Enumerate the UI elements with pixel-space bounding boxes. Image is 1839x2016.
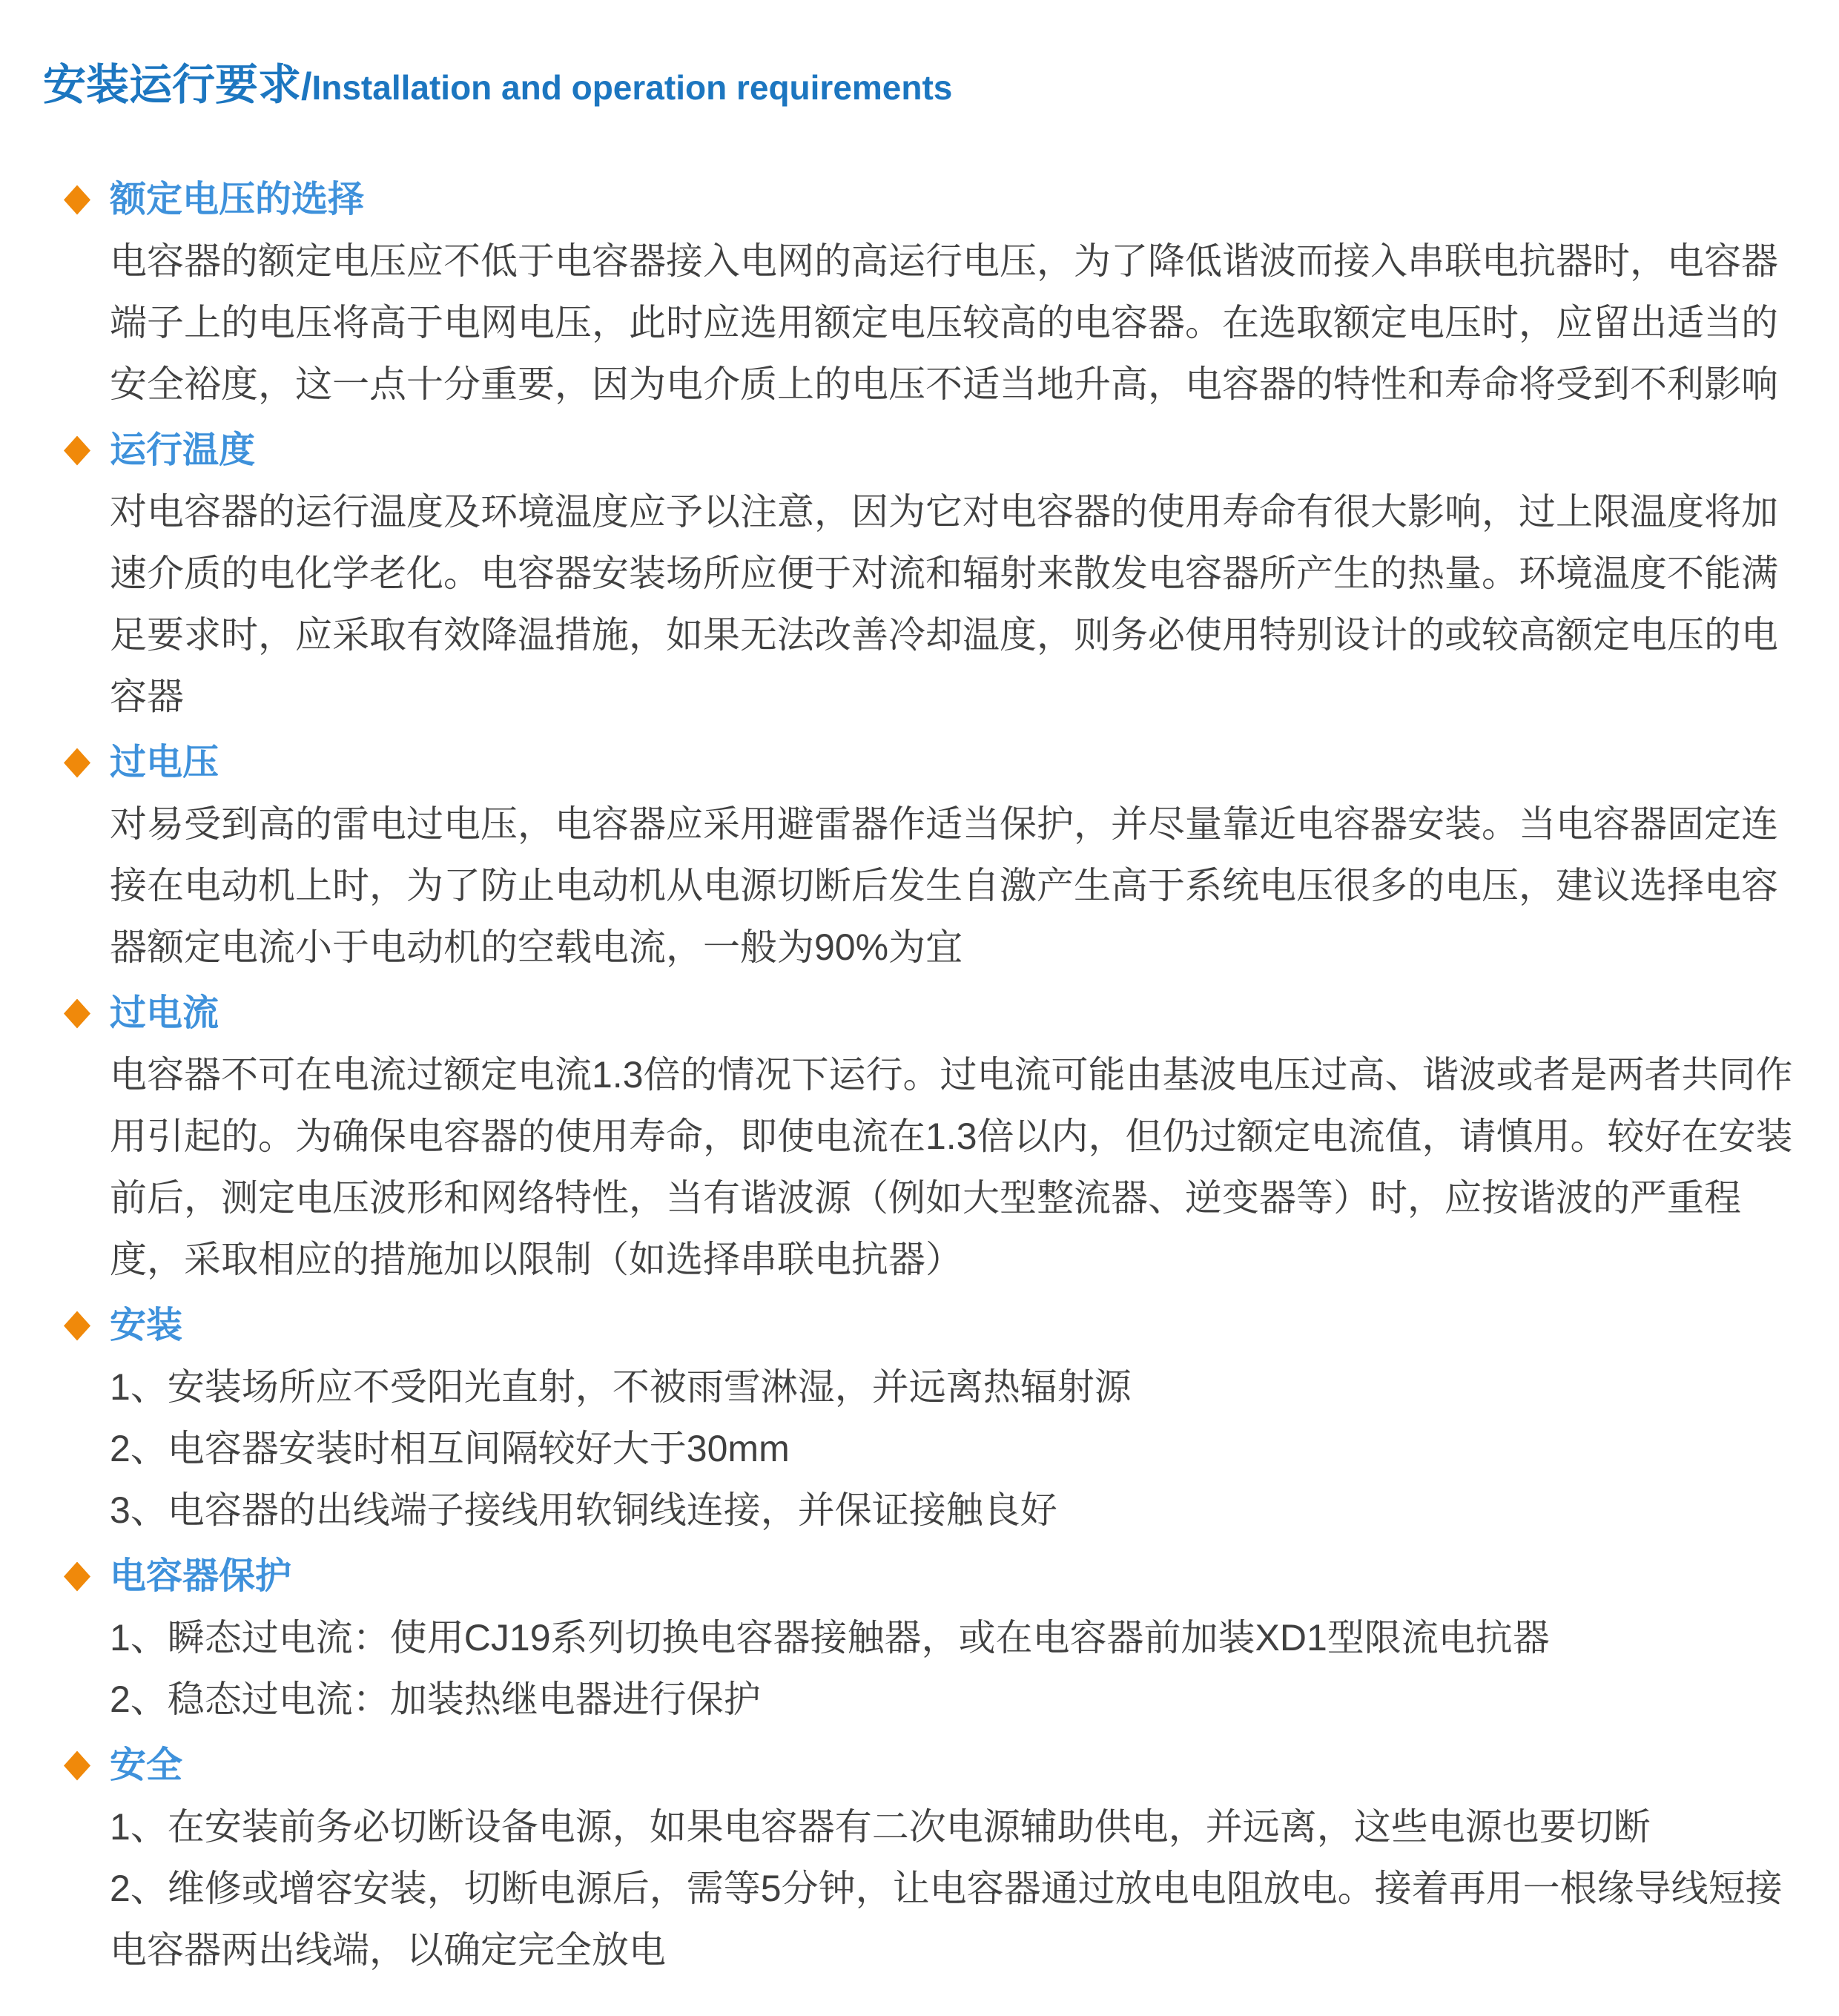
- section-heading: [64, 983, 1800, 1044]
- section-installation: [43, 1295, 1800, 1541]
- section-heading: [64, 1295, 1800, 1357]
- section-heading: [64, 732, 1800, 794]
- section-heading-text: 安装: [110, 1305, 183, 1345]
- diamond-icon: [64, 748, 90, 778]
- section-heading-text: 运行温度: [110, 430, 256, 470]
- page-title-separator: /: [301, 65, 312, 108]
- section-operating-temperature: [43, 420, 1800, 728]
- diamond-icon: [64, 185, 90, 215]
- document-page: [43, 56, 1800, 1981]
- sections-list: [43, 169, 1800, 1981]
- list-item: 2、电容器安装时相互间隔较好大于30mm: [110, 1428, 790, 1469]
- section-heading-text: 额定电压的选择: [110, 179, 365, 220]
- section-heading-text: 过电压: [110, 742, 219, 783]
- diamond-icon: [64, 1562, 90, 1592]
- page-title-zh: 安装运行要求: [43, 61, 302, 109]
- list-item: 2、稳态过电流：加装热继电器进行保护: [110, 1679, 761, 1720]
- section-heading: [64, 1735, 1800, 1796]
- section-heading: [64, 1546, 1800, 1607]
- list-item: 2、维修或增容安装，切断电源后，需等5分钟，让电容器通过放电电阻放电。接着再用一根缘导线短接电容器两出线端，以确定完全放电: [110, 1868, 1783, 1971]
- diamond-icon: [64, 1311, 90, 1341]
- page-title-en: Installation and operation requirements: [311, 68, 953, 107]
- diamond-icon: [64, 436, 90, 466]
- section-heading-text: 安全: [110, 1745, 183, 1785]
- page-title: [43, 56, 1800, 117]
- diamond-icon: [64, 999, 90, 1029]
- section-capacitor-protection: [43, 1546, 1800, 1730]
- section-safety: [43, 1735, 1800, 1981]
- list-item: 1、安装场所应不受阳光直射，不被雨雪淋湿，并远离热辐射源: [110, 1366, 1132, 1408]
- paragraph: 对易受到高的雷电过电压，电容器应采用避雷器作适当保护，并尽量靠近电容器安装。当电容器固定连接在电动机上时，为了防止电动机从电源切断后发生自激产生高于系统电压很多的电压，建议选择电容器额定电流小于电动机的空载电流，一般为90%为宜: [110, 803, 1778, 968]
- list-item: 3、电容器的出线端子接线用软铜线连接，并保证接触良好: [110, 1489, 1057, 1531]
- list-item: 1、瞬态过电流：使用CJ19系列切换电容器接触器，或在电容器前加装XD1型限流电抗器: [110, 1617, 1550, 1658]
- paragraph: 电容器不可在电流过额定电流1.3倍的情况下运行。过电流可能由基波电压过高、谐波或者是两者共同作用引起的。为确保电容器的使用寿命，即使电流在1.3倍以内，但仍过额定电流值，请慎用。较好在安装前后，测定电压波形和网络特性，当有谐波源（例如大型整流器、逆变器等）时，应按谐波的严重程度，采取相应的措施加以限制（如选择串联电抗器）: [110, 1054, 1793, 1280]
- section-overcurrent: [43, 983, 1800, 1291]
- section-rated-voltage-selection: [43, 169, 1800, 415]
- section-heading: [64, 169, 1800, 231]
- section-heading-text: 电容器保护: [110, 1556, 292, 1596]
- paragraph: 对电容器的运行温度及环境温度应予以注意，因为它对电容器的使用寿命有很大影响，过上限温度将加速介质的电化学老化。电容器安装场所应便于对流和辐射来散发电容器所产生的热量。环境温度不能满足要求时，应采取有效降温措施，如果无法改善冷却温度，则务必使用特别设计的或较高额定电压的电容器: [110, 491, 1778, 717]
- list-item: 1、在安装前务必切断设备电源，如果电容器有二次电源辅助供电，并远离，这些电源也要切断: [110, 1806, 1651, 1848]
- section-heading-text: 过电流: [110, 993, 219, 1033]
- section-heading: [64, 420, 1800, 481]
- paragraph: 电容器的额定电压应不低于电容器接入电网的高运行电压，为了降低谐波而接入串联电抗器时，电容器端子上的电压将高于电网电压，此时应选用额定电压较高的电容器。在选取额定电压时，应留出适当的安全裕度，这一点十分重要，因为电介质上的电压不适当地升高，电容器的特性和寿命将受到不利影响: [110, 240, 1778, 405]
- section-overvoltage: [43, 732, 1800, 978]
- diamond-icon: [64, 1751, 90, 1781]
